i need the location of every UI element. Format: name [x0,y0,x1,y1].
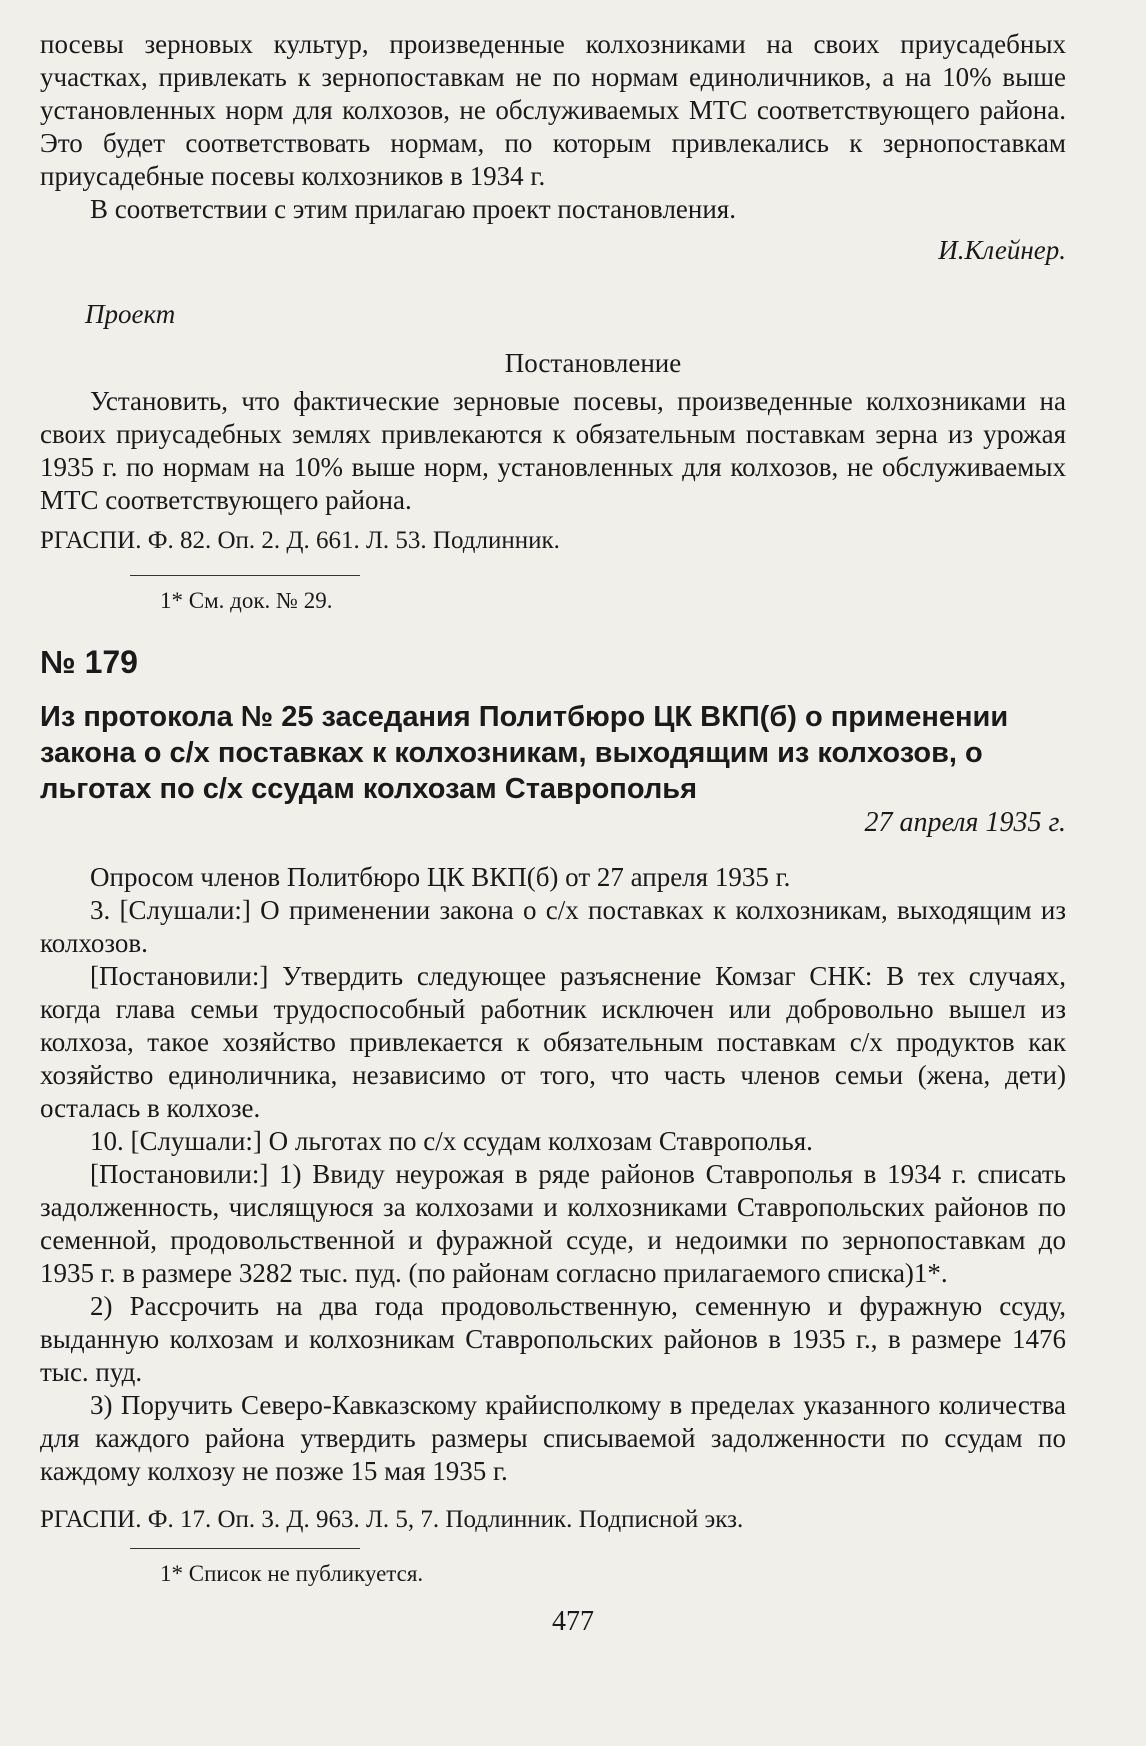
paragraph-item-10-heard: 10. [Слушали:] О льготах по с/х ссудам колхозам Ставрополья. [90,1126,813,1156]
attachment-note: В соответствии с этим прилагаю проект постановления. [90,194,736,224]
document-date: 27 апреля 1935 г. [864,807,1066,838]
decree-title: Постановление [504,348,682,378]
paragraph-item-3-heard: 3. [Слушали:] О применении закона о с/х поставках к колхозникам, выходящим из колхозов. [40,895,1066,958]
archive-source-2: РГАСПИ. Ф. 17. Оп. 3. Д. 963. Л. 5, 7. Подлинник. Подписной экз. [40,1506,744,1533]
footnote-2: 1* Список не публикуется. [160,1561,424,1586]
continuation-paragraph: посевы зерновых культур, произведенные колхозниками на своих приусадебных участках, привлекать к зернопоставкам не по нормам единоличников, а на 10% выше установленных норм для колхозов, не обслуживаемых МТС соответствующего района. Это будет соответствовать нормам, по которым привлекались к зернопоставкам приусадебные посевы колхозников в 1934 г. [40,29,1066,191]
page-number: 477 [552,1606,594,1637]
footnote: 1* См. док. № 29. [160,588,333,613]
paragraph-installment: 2) Рассрочить на два года продовольственную, семенную и фуражную ссуду, выданную колхозам и колхозникам Ставропольских районов в 1935 г., в размере 1476 тыс. пуд. [40,1291,1066,1387]
paragraph-instruction: 3) Поручить Северо-Кавказскому крайисполкому в пределах указанного количества для каждого района утвердить размеры списываемой задолженности по ссудам по каждому колхозу не позже 15 мая 1935 г. [40,1390,1066,1486]
document-title: Из протокола № 25 заседания Политбюро ЦК ВКП(б) о применении закона о с/х поставках к колхозникам, выходящим из колхозов, о льготах по с/х ссудам колхозам Ставрополья [40,701,1009,805]
footnote-divider [130,575,360,576]
paragraph-item-10-resolved: [Постановили:] 1) Ввиду неурожая в ряде районов Ставрополья в 1934 г. списать задолженность, числящуюся за колхозами и колхозниками Ставропольских районов по семенной, продовольственной и фуражной ссуде, и недоимки по зернопоставкам до 1935 г. в размере 3282 тыс. пуд. (по районам согласно прилагаемого списка)1*. [40,1159,1066,1288]
document-number: № 179 [40,644,138,680]
footnote-divider-2 [130,1548,360,1549]
signature: И.Клейнер. [938,235,1066,265]
decree-text: Установить, что фактические зерновые посевы, произведенные колхозниками на своих приусадебных землях привлекаются к обязательным поставкам зерна из урожая 1935 г. по нормам на 10% выше норм, установленных для колхозов, не обслуживаемых МТС соответствующего района. [40,386,1066,515]
paragraph-poll: Опросом членов Политбюро ЦК ВКП(б) от 27 апреля 1935 г. [90,862,791,892]
paragraph-item-3-resolved: [Постановили:] Утвердить следующее разъяснение Комзаг СНК: В тех случаях, когда глава семьи трудоспособный работник исключен или добровольно вышел из колхоза, такое хозяйство привлекается к обязательным поставкам с/х продуктов как хозяйство единоличника, независимо от того, что часть членов семьи (жена, дети) осталась в колхозе. [40,961,1066,1123]
archive-source: РГАСПИ. Ф. 82. Оп. 2. Д. 661. Л. 53. Подлинник. [40,527,560,554]
draft-label: Проект [85,299,176,329]
